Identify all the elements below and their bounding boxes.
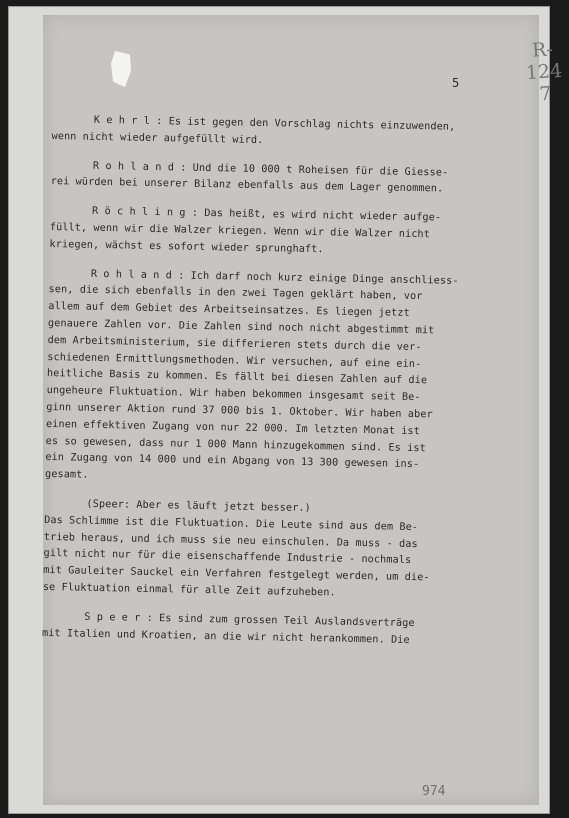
archive-mark <box>519 37 569 106</box>
text-line: se Fluktuation einmal für alle Zeit aufzuheben. <box>42 581 336 599</box>
paragraph <box>43 496 515 606</box>
text-line: einen effektiven Zugang von nur 22 000. Im letzten Monat ist <box>45 418 421 437</box>
text-line: sen, die sich ebenfalls in den zwei Tagen geklärt haben, vor <box>48 284 423 303</box>
text-line: ein Zugang von 14 000 und ein Abgang von 13 300 gewesen ins- <box>45 452 420 471</box>
text-line: rei würden bei unserer Bilanz ebenfalls aus dem Lager genommen. <box>50 176 444 195</box>
text-line: mit Gauleiter Sauckel ein Verfahren festgelegt werden, um die- <box>43 565 430 584</box>
text-line: gesamt. <box>44 469 89 481</box>
text-line: genauere Zahlen vor. Die Zahlen sind noch nicht abgestimmt mit <box>47 317 435 337</box>
paragraph <box>49 203 520 262</box>
text-line: S p e e r : Es sind zum grossen Teil Auslandsverträge <box>84 611 415 629</box>
text-line: R o h l a n d : Ich darf noch kurz einige Dinge anschliess- <box>90 268 459 287</box>
text-line: dem Arbeitsministerium, sie differieren stets durch die ver- <box>47 334 422 353</box>
document-body <box>42 112 522 663</box>
torn-paper-hole <box>111 51 131 87</box>
text-line: allem auf dem Gebiet des Arbeitseinsatzes. Es liegen jetzt <box>48 301 410 320</box>
paragraph <box>50 158 521 201</box>
text-line: mit Italien und Kroatien, an die wir nicht herankommen. Die <box>41 627 410 646</box>
text-line: ungeheure Fluktuation. Wir haben bekommen insgesamt seit Be- <box>46 385 421 404</box>
text-line: kriegen, wächst es sofort wieder sprunghaft. <box>49 238 324 256</box>
text-line: füllt, wenn wir die Walzer kriegen. Wenn wir die Walzer nicht <box>49 221 431 241</box>
text-line: trieb heraus, und ich muss sie neu einschulen. Da muss - das <box>43 531 418 550</box>
text-line: R o h l a n d : Und die 10 000 t Roheisen für die Giesse- <box>92 160 449 179</box>
paragraph <box>42 609 513 652</box>
text-line: schiedenen Ermittlungsmethoden. Wir versuchen, auf eine ein- <box>47 351 422 370</box>
text-line: es so gewesen, dass nur 1 000 Mann hinzugekommen sind. Es ist <box>45 435 426 454</box>
page-stamp: 974 <box>422 784 446 799</box>
text-line: R ö c h l i n g : Das heißt, es wird nicht wieder aufge- <box>91 205 442 224</box>
page-number: 5 <box>452 76 460 90</box>
text-line: heitliche Basis zu kommen. Es fällt bei diesen Zahlen auf die <box>46 368 428 387</box>
text-line: wenn nicht wieder aufgefüllt wird. <box>51 130 264 146</box>
text-line: (Speer: Aber es läuft jetzt besser.) <box>86 498 311 514</box>
archive-mark-line1: R-124 <box>525 38 563 85</box>
archive-mark-line2: 7 <box>538 82 553 106</box>
text-line: K e h r l : Es ist gegen den Vorschlag nichts einzuwenden, <box>93 114 456 133</box>
text-line: ginn unserer Aktion rund 37 000 bis 1. Oktober. Wir haben aber <box>46 401 433 421</box>
text-line: gilt nicht nur für die eisenschaffende Industrie - nochmals <box>43 548 412 567</box>
paragraph <box>45 266 519 493</box>
text-line: Das Schlimme ist die Fluktuation. Die Leute sind aus dem Be- <box>44 514 419 533</box>
